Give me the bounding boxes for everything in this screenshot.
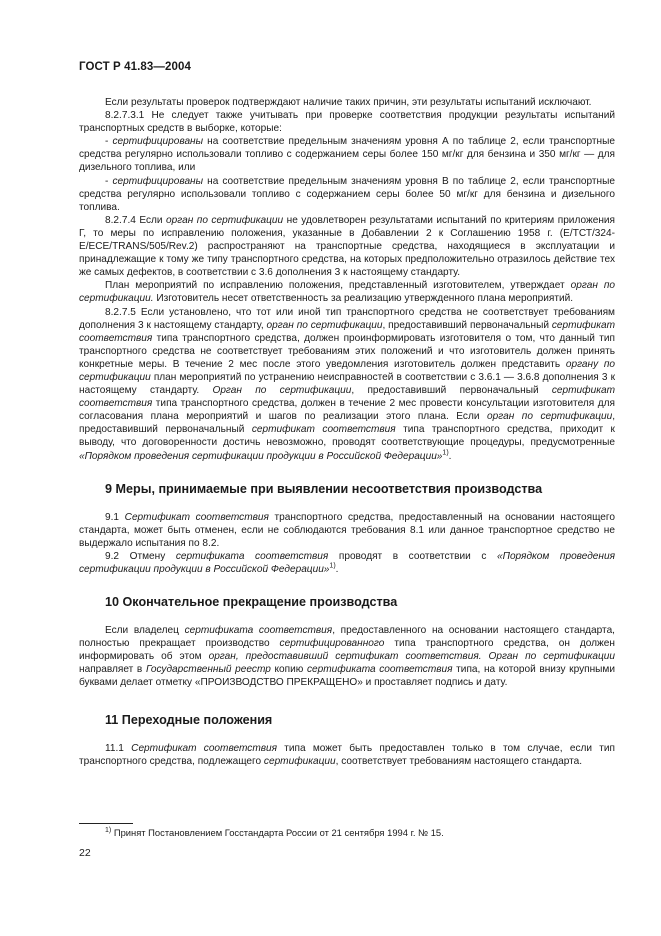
footnote-ref: 1) — [442, 449, 449, 457]
paragraph-10: Если владелец сертификата соответствия, предоставленного на основании настоящего стандарта, полностью прекращает производство сертифицированного типа транспортного средства, он должен информировать об этом орган, предоставивший сертификат соответствия. Орган по сертификации направляет в Государственный реестр копию сертификата соответствия типа, на которой внизу крупными буквами делает отметку «ПРОИЗВОДСТВО ПРЕКРАЩЕНО» и проставляет подпись и дату. — [79, 625, 616, 689]
paragraph: План мероприятий по исправлению положения, представленный изготовителем, утверждает орган по сертификации. Изготовитель несет ответственность за реализацию утвержденного плана мероприятий. — [79, 280, 615, 305]
section-heading-9: 9 Меры, принимаемые при выявлении несоответствия производства — [105, 481, 543, 496]
paragraph-8-2-7-4: 8.2.7.4 Если орган по сертификации не удовлетворен результатами испытаний по критериям приложения Г, то меры по исправлению положения, указанные в Добавлении 2 к Соглашению 1958 г. (E/ТСТ/324-E/ECE/TRANS/505/Rev.2) распространяют на транспортные средства, находящиеся в эксплуатации и принадлежащие к тому же типу транспортного средства, на которых предположительно отразилось действие тех же самых дефектов, в соответствии с 3.6 дополнения 3 к настоящему стандарту. — [79, 214, 615, 279]
section-heading-11: 11 Переходные положения — [105, 712, 273, 727]
section-heading-10: 10 Окончательное прекращение производства — [105, 595, 398, 610]
footnote-ref: 1) — [329, 562, 336, 570]
paragraph-8-2-7-3-1: 8.2.7.3.1 Не следует также учитывать при проверке соответствия продукции результаты испытаний транспортных средств в выборке, которые: — [79, 110, 615, 135]
footnote — [105, 827, 444, 838]
paragraph: Если результаты проверок подтверждают наличие таких причин, эти результаты испытаний исключают. — [105, 97, 592, 108]
list-item: - сертифицированы на соответствие предельным значениям уровня А по таблице 2, если транспортные средства регулярно использовали топливо с содержанием серы более 150 мг/кг для бензина и 350 мг/кг — для дизельного топлива, или — [79, 136, 615, 174]
paragraph-9-1: 9.1 Сертификат соответствия транспортного средства, предоставленный на основании настоящего стандарта, может быть отменен, если не соблюдаются требования 8.1 или данное транспортное средство не выдержало испытания по 8.2. — [79, 511, 615, 549]
paragraph-11-1: 11.1 Сертификат соответствия типа может быть предоставлен только в том случае, если тип транспортного средства, подлежащего сертификации, соответствует требованиям настоящего стандарта. — [79, 742, 616, 767]
footnote-divider — [79, 823, 133, 824]
page-number: 22 — [79, 847, 91, 859]
footnote-text: Принят Постановлением Госстандарта России от 21 сентября 1994 г. № 15. — [111, 827, 444, 838]
document-body — [79, 96, 615, 768]
paragraph-8-2-7-5: 8.2.7.5 Если установлено, что тот или иной тип транспортного средства не соответствует требованиям дополнения 3 к настоящему стандарту, орган по сертификации, предоставивший первоначальный сертификат соответствия типа транспортного средства, должен проинформировать изготовителя о том, что данный тип транспортного средства не соответствует требованиям этих положений и что изготовитель должен принять конкретные меры. В течение 2 мес после этого уведомления изготовитель должен представить органу по сертификации план мероприятий по устранению неисправностей в соответствии с 3.6.1 — 3.6.8 дополнения 3 к настоящему стандарту. Орган по сертификации, предоставивший первоначальный сертификат соответствия типа транспортного средства, должен в течение 2 мес провести консультации изготовителя для согласования плана мероприятий и шагов по реализации этого плана. Если орган по сертификации, предоставивший первоначальный сертификат соответствия типа транспортного средства, приходит к выводу, что договоренности достичь невозможно, проводят соответствующие процедуры, предусмотренные «Порядком проведения сертификации продукции в Российской Федерации»$^{1)}$. — [79, 306, 616, 462]
list-item: - сертифицированы на соответствие предельным значениям уровня В по таблице 2, если транспортные средства регулярно использовали топливо с содержанием серы более 50 мг/кг для бензина и дизельного топлива. — [79, 175, 615, 213]
paragraph-9-2: 9.2 Отмену сертификата соответствия проводят в соответствии с «Порядком проведения сертификации продукции в Российской Федерации»$^{1)}$. — [79, 550, 615, 575]
footnote-mark: 1) — [105, 826, 112, 834]
document-header: ГОСТ Р 41.83—2004 — [79, 61, 191, 73]
